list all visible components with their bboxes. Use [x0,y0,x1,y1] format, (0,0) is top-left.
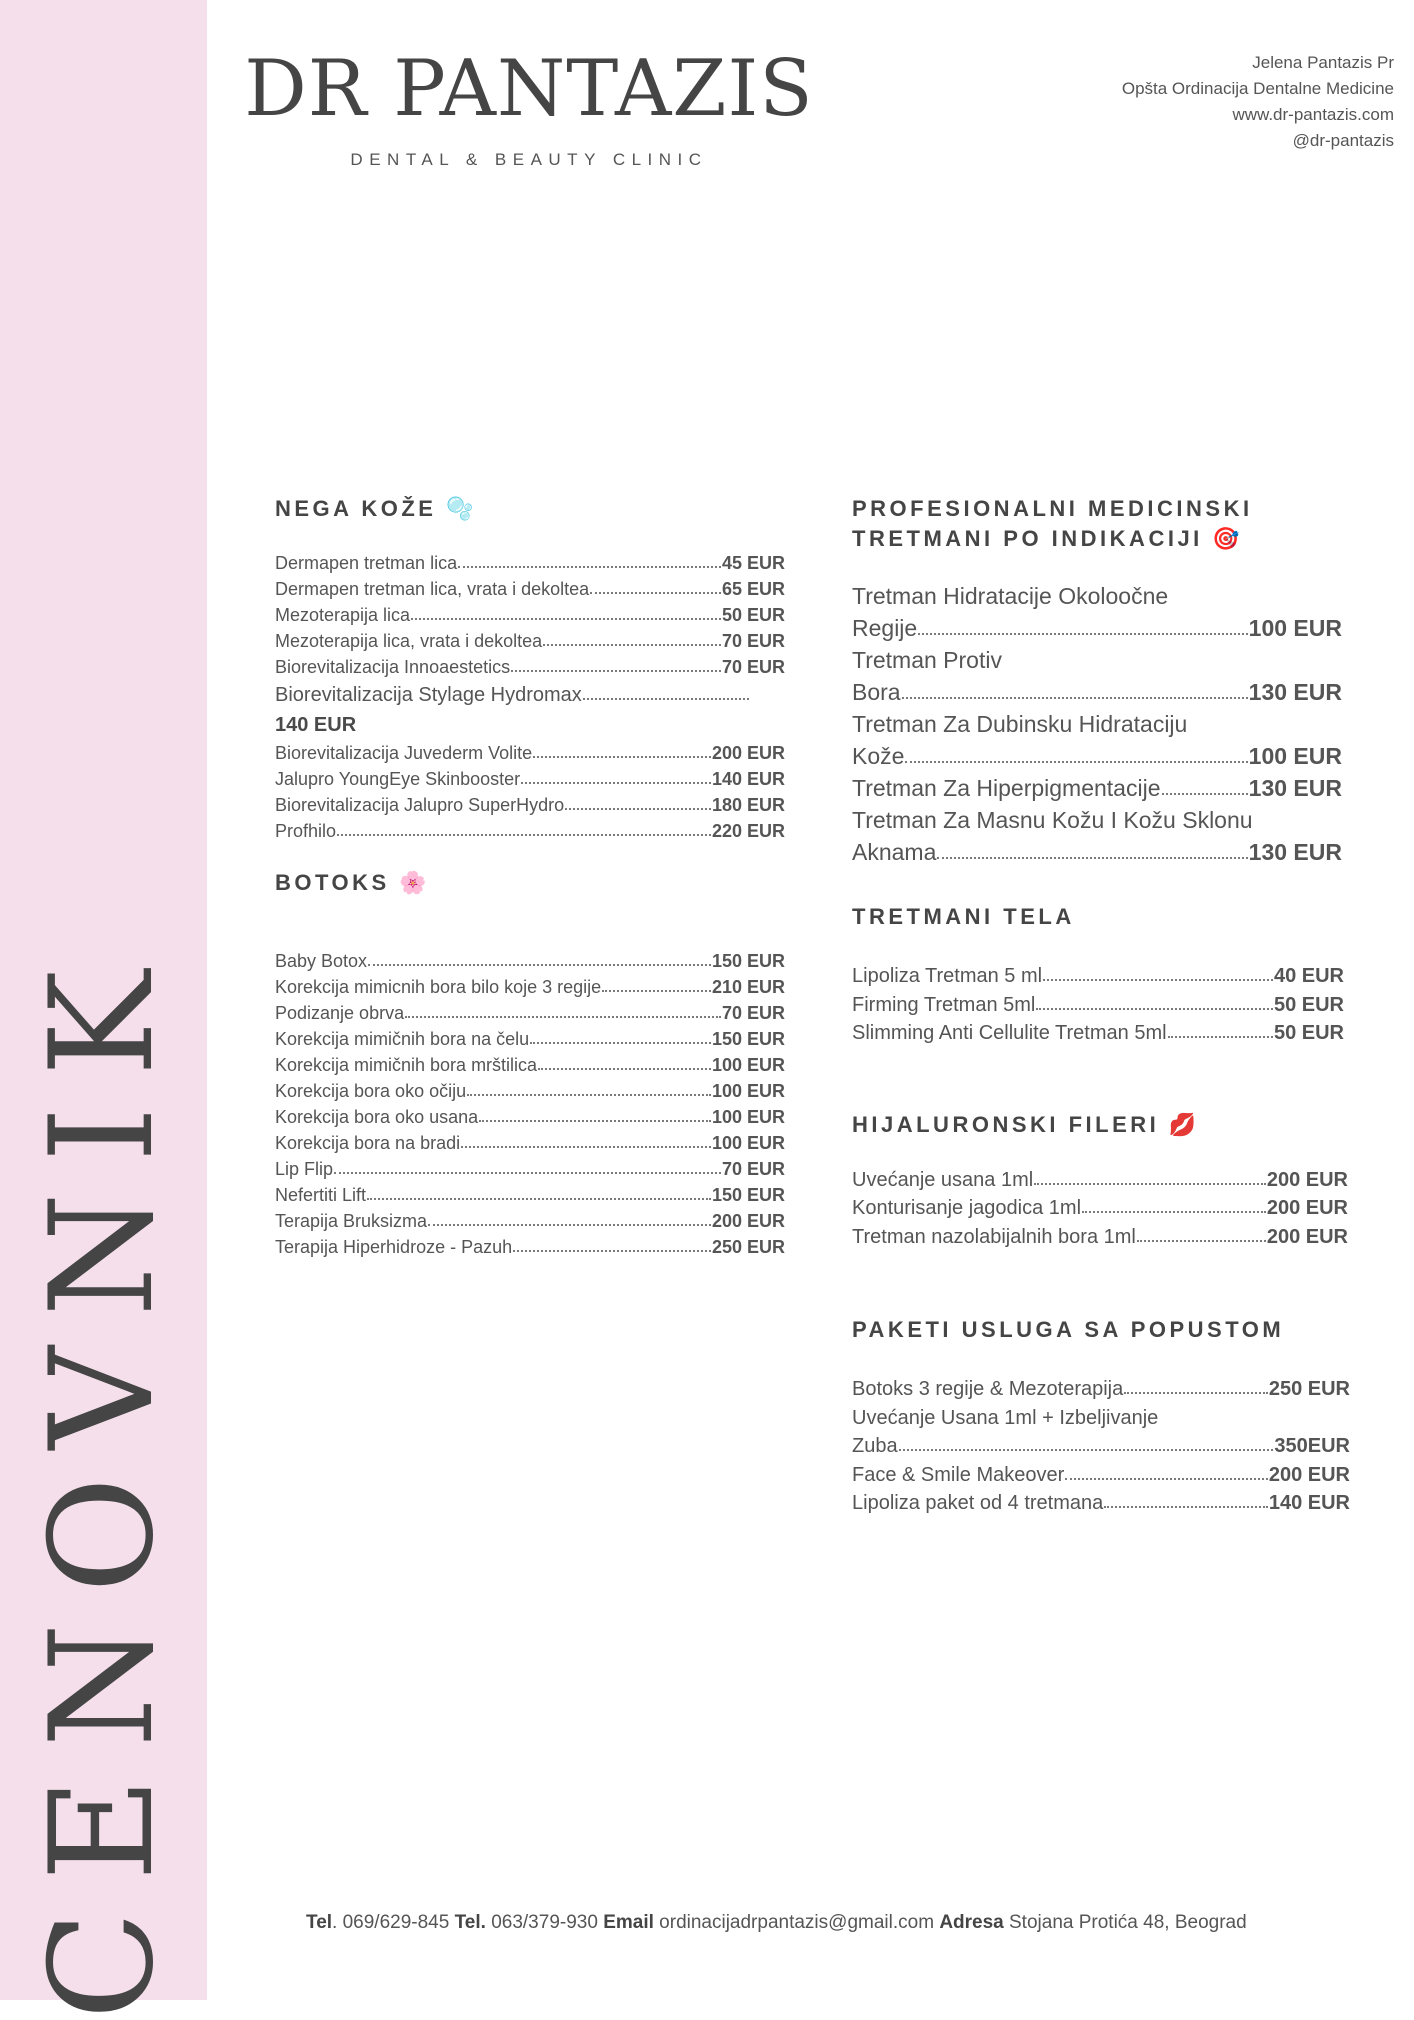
list-item: Mezoterapija lica, vrata i dekoltea 70 EUR [275,631,785,651]
list-item: Botoks 3 regije & Mezoterapija 250 EUR [852,1378,1350,1400]
list-item: Uvećanje usana 1ml 200 EUR [852,1168,1348,1191]
flower-icon: 🌸 [399,870,427,895]
section-title-nega-koze: NEGA KOŽE 🫧 [275,496,474,521]
list-item: Tretman nazolabijalnih bora 1ml 200 EUR [852,1225,1348,1248]
list-item: Korekcija bora oko usana 100 EUR [275,1107,785,1127]
sidebar-band [0,0,207,2020]
list-item: Korekcija mimicnih bora bilo koje 3 regije 210 EUR [275,977,785,997]
list-item-stacked: Biorevitalizacija Stylage Hydromax [275,680,750,710]
list-item: Korekcija mimičnih bora mrštilica 100 EUR [275,1055,785,1075]
vertical-title: CENOVNIK [20,940,185,2020]
list-item: Biorevitalizacija Innoaestetics 70 EUR [275,657,785,677]
list-item: Lip Flip 70 EUR [275,1159,785,1179]
list-item: Aknama 130 EUR [852,839,1342,865]
list-item: Lipoliza Tretman 5 ml 40 EUR [852,965,1344,987]
list-item: Bora 130 EUR [852,679,1342,705]
section-title-medicinski: PROFESIONALNI MEDICINSKI TRETMANI PO INDIKACIJI 🎯 [852,496,1253,551]
list-item: Korekcija bora oko očiju 100 EUR [275,1081,785,1101]
contact-practice: Opšta Ordinacija Dentalne Medicine [1121,79,1394,98]
paketi-list: Botoks 3 regije & Mezoterapija 250 EUR Uvećanje Usana 1ml + Izbeljivanje Zuba 350EUR Face & Smile Makeover 200 EUR Lipoliza paket od 4 tretmana 140 EUR [852,1375,1350,1518]
left-column [275,494,785,1260]
brand-logo [244,44,814,170]
right-column [852,494,1352,1518]
list-item: Baby Botox 150 EUR [275,951,785,971]
email-link[interactable]: ordinacijadrpantazis@gmail.com [653,1912,940,1933]
list-item: Zuba 350EUR [852,1435,1350,1457]
stacked-price: 140 EUR [275,714,357,736]
phone-1[interactable]: . 069/629-845 [332,1912,455,1933]
tela-list [852,962,1344,1048]
list-item: Lipoliza paket od 4 tretmana 140 EUR [852,1492,1350,1514]
contact-owner: Jelena Pantazis Pr [1252,53,1394,72]
contact-website[interactable]: www.dr-pantazis.com [1232,105,1394,124]
list-item: Kože 100 EUR [852,743,1342,769]
address: Stojana Protića 48, Beograd [1003,1912,1247,1933]
list-item: Slimming Anti Cellulite Tretman 5ml 50 EUR [852,1022,1344,1044]
list-item: Jalupro YoungEye Skinbooster 140 EUR [275,769,785,789]
list-item: Face & Smile Makeover 200 EUR [852,1463,1350,1486]
section-title-botoks: BOTOKS 🌸 [275,870,427,895]
section-title-paketi: PAKETI USLUGA SA POPUSTOM [852,1317,1285,1342]
brand-name: DR PANTAZIS [244,44,814,134]
list-item: Korekcija bora na bradi 100 EUR [275,1133,785,1153]
nega-koze-list [275,550,785,844]
medicinski-list: Tretman Hidratacije Okoloočne Regije 100 EUR Tretman Protiv Bora 130 EUR Tretman Za Dubinsku Hidrataciju Kože 100 EUR Tretman Za Hiperpigmentacije 130 EUR Tretman Za Masnu Kožu I Kožu Sklonu Aknama 130 EUR [852,580,1352,868]
lips-icon: 💋 [1168,1111,1197,1137]
list-item: Dermapen tretman lica 45 EUR [275,553,785,573]
target-icon: 🎯 [1212,526,1240,551]
brand-subtitle: DENTAL & BEAUTY CLINIC [350,150,708,169]
list-item: Mezoterapija lica 50 EUR [275,605,785,625]
fileri-list [852,1166,1348,1252]
contact-block [1122,50,1394,154]
list-item: Firming Tretman 5ml 50 EUR [852,993,1344,1016]
phone-2[interactable]: 063/379-930 [485,1912,604,1933]
contact-handle[interactable]: @dr-pantazis [1292,131,1394,150]
list-item: Biorevitalizacija Jalupro SuperHydro 180 EUR [275,795,785,815]
list-item: Dermapen tretman lica, vrata i dekoltea 65 EUR [275,579,785,599]
botoks-list [275,948,785,1260]
list-item: Tretman Za Hiperpigmentacije 130 EUR [852,775,1342,801]
section-title-fileri: HIJALURONSKI FILERI 💋 [852,1111,1197,1137]
list-item: Konturisanje jagodica 1ml 200 EUR [852,1197,1348,1219]
list-item: Regije 100 EUR [852,615,1342,641]
list-item: Terapija Hiperhidroze - Pazuh 250 EUR [275,1237,785,1257]
bubbles-icon: 🫧 [446,496,474,521]
list-item: Podizanje obrva 70 EUR [275,1003,785,1023]
list-item: Terapija Bruksizma 200 EUR [275,1211,785,1231]
footer-contact: Tel. 069/629-845 Tel. 063/379-930 Email ordinacijadrpantazis@gmail.com Adresa Stojana Protića 48, Beograd [306,1912,1247,1933]
section-title-tela: TRETMANI TELA [852,904,1075,929]
list-item: Profhilo 220 EUR [275,821,785,841]
list-item: Biorevitalizacija Juvederm Volite 200 EUR [275,743,785,763]
list-item: Nefertiti Lift 150 EUR [275,1185,785,1205]
list-item: Korekcija mimičnih bora na čelu 150 EUR [275,1029,785,1049]
